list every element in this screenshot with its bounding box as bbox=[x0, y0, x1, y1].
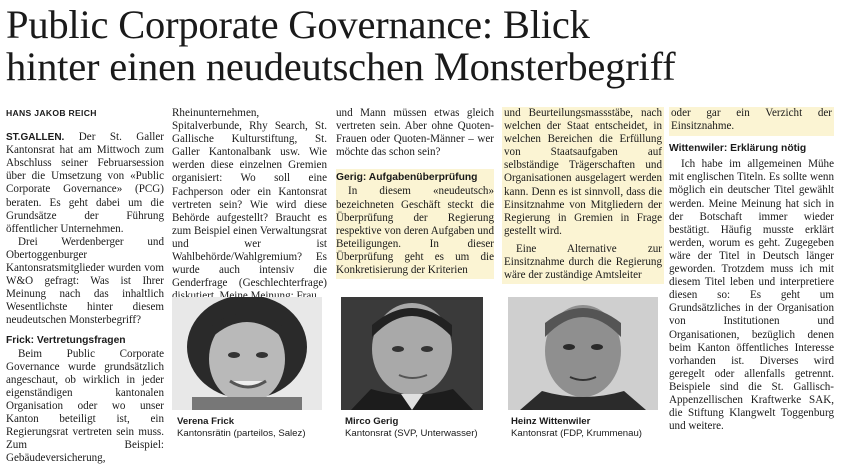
article-column-1 bbox=[6, 107, 164, 465]
paragraph-wittenwiler: Ich habe im allgemeinen Mühe mit englischen Titeln. Es sollte wenn möglich ein deutscher Titel gewählt werden. Meine Meinung hat sich in der Botschaft immer wieder bestätigt. Häufig musste erklärt werden, worum es geht. Zugegeben wäre der Titel in Deutsch länger geworden. Trotzdem muss ich mit diesem Titel leben und interpretiere diesen so: Es geht um Grundsätzliches in der Organisation von Institutionen und Organisationen, bezüglich denen beim Kanton öffentliches Interesse vorhanden ist. Diverses wird geregelt oder allenfalls getrennt. Beispiele sind die St. Gallisch-Appenzellischen Kraftwerke SAK, die Stiftung Klangwelt Toggenburg und weitere. bbox=[669, 158, 834, 433]
paragraph-intro bbox=[6, 131, 164, 236]
article-column-4 bbox=[502, 107, 664, 284]
gerig-highlight-box bbox=[336, 169, 494, 279]
caption-wittenwiler bbox=[511, 416, 671, 440]
caption-frick-name: Verena Frick bbox=[177, 416, 235, 427]
paragraph-question: Drei Werdenberger und Obertoggenburger Kantonsratsmitglieder wurden vom W&O gefragt: Was ist Ihrer Meinung nach das inhaltlich Wesentlichste hinter diesem neudeutschen Monsterbegriff? bbox=[6, 235, 164, 327]
paragraph-gerig-3: Eine Alternative zur Einsitznahme durch die Regierung wäre der zuständige Amtsleiter bbox=[504, 242, 662, 282]
caption-wittenwiler-name: Heinz Wittenwiler bbox=[511, 416, 591, 427]
portrait-photo-wittenwiler bbox=[508, 297, 658, 410]
author-byline: HANS JAKOB REICH bbox=[6, 108, 97, 118]
article-column-2 bbox=[172, 107, 327, 303]
caption-gerig bbox=[345, 416, 505, 440]
caption-frick-role: Kantonsrätin (parteilos, Salez) bbox=[177, 428, 306, 439]
caption-frick bbox=[177, 416, 337, 440]
subhead-wittenwiler: Wittenwiler: Erklärung nötig bbox=[669, 143, 807, 155]
paragraph-gerig-2: und Beurteilungsmassstäbe, nach welchen der Staat entscheidet, in welchen Bereichen die Erfüllung von Staatsaufgaben auf selbständige Trägerschaften und Organisationen ausgelagert werden kann. Denn es ist sinnvoll, dass die Einsitznahme von Mitgliedern der Regierung in Gremien in Frage gestellt wird. bbox=[504, 107, 662, 237]
article-column-5 bbox=[669, 107, 834, 433]
subhead-frick: Frick: Vertretungsfragen bbox=[6, 334, 126, 346]
paragraph-gerig-4: oder gar ein Verzicht der Einsitznahme. bbox=[669, 107, 834, 136]
paragraph-gerig-1: In diesem «neudeutsch» bezeichneten Geschäft steckt die Überprüfung der Regierung respektive von deren Aufgaben und Beteiligungen. In dieser Überprüfung geht es um die Konkretisierung der Kriterien bbox=[336, 185, 494, 277]
article-column-3 bbox=[336, 107, 494, 279]
paragraph-frick-2: Rheinunternehmen, Spitalverbunde, Rhy Search, St. Gallische Kulturstiftung, St. Galler Kantonalbank usw. Wie werden diese einzelnen Gremien organisiert: Wo soll eine Fachperson oder ein Kantonsrat vertreten sein? Wie wird diese Behörde aufgestellt? Braucht es zum Beispiel einen Verwaltungsrat und wer ist Wahlbehörde/Wahlgremium? Es wurde auch intensiv die Genderfrage (Geschlechterfrage) bbox=[172, 107, 327, 290]
portrait-wittenwiler-image bbox=[508, 297, 658, 410]
subhead-gerig: Gerig: Aufgabenüberprüfung bbox=[336, 172, 478, 184]
headline-line-1: Public Corporate Governance: Blick bbox=[6, 2, 590, 47]
portrait-gerig-image bbox=[341, 297, 483, 410]
headline bbox=[6, 4, 840, 88]
headline-line-2: hinter einen neudeutschen Monsterbegriff bbox=[6, 44, 676, 89]
caption-gerig-name: Mirco Gerig bbox=[345, 416, 399, 427]
paragraph-frick-1: Beim Public Corporate Governance wurde grundsätzlich angeschaut, ob wirklich in jeder eigenständigen kantonalen Organisation oder wo unser Kanton beteiligt ist, ein Regierungsrat vertreten sein muss. Zum Beispiel: Gebäudeversicherung, bbox=[6, 347, 164, 465]
dateline: ST.GALLEN. bbox=[6, 132, 65, 144]
caption-gerig-role: Kantonsrat (SVP, Unterwasser) bbox=[345, 428, 478, 439]
intro-text: Der St. Galler Kantonsrat hat am Mittwoch zum Abschluss seiner Februarsession über die Umsetzung von «Public Corporate Governance» (PCG) beraten. Es geht dabei um die Grundsätze der Führung öffentlicher Unternehmen. bbox=[6, 131, 165, 235]
portrait-photo-gerig bbox=[341, 297, 483, 410]
paragraph-frick-3: und Mann müssen etwas gleich vertreten sein. Aber ohne Quoten-Frauen oder Quoten-Männer – wer möchte das schon sein? bbox=[336, 107, 494, 159]
portrait-frick-image bbox=[172, 297, 322, 410]
portrait-photo-frick bbox=[172, 297, 322, 410]
caption-wittenwiler-role: Kantonsrat (FDP, Krummenau) bbox=[511, 428, 642, 439]
